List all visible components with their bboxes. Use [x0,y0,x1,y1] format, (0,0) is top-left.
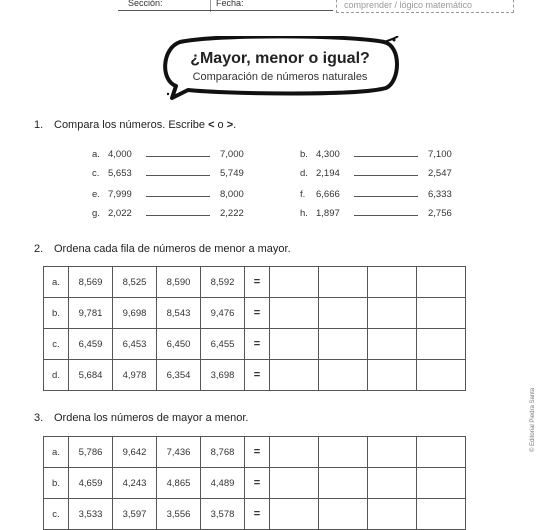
number-cell: 5,684 [69,360,113,391]
number-cell: 4,978 [113,360,157,391]
table-row [44,360,466,391]
answer-cell[interactable] [368,468,417,499]
compare-item [300,149,452,160]
question-text: Compara los números. Escribe [54,119,209,131]
compare-item [300,189,452,200]
order-table-descending [43,436,466,530]
answer-cell[interactable] [417,437,466,468]
right-number: 2,547 [428,168,452,179]
answer-cell[interactable] [368,329,417,360]
answer-cell[interactable] [270,267,319,298]
number-cell: 6,453 [113,329,157,360]
row-letter: b. [44,468,69,499]
right-number: 7,100 [428,149,452,160]
right-number: 2,756 [428,208,452,219]
table-row [44,437,466,468]
title-bubble [158,36,402,100]
number-cell: 3,533 [69,499,113,530]
number-cell: 3,556 [157,499,201,530]
answer-cell[interactable] [368,267,417,298]
right-number: 6,333 [428,189,452,200]
answer-cell[interactable] [368,360,417,391]
row-letter: d. [44,360,69,391]
answer-cell[interactable] [417,468,466,499]
section-label: Sección: [128,0,163,8]
answer-cell[interactable] [319,437,368,468]
number-cell: 3,698 [201,360,245,391]
item-letter: a. [92,149,100,160]
number-cell: 9,698 [113,298,157,329]
question-number: 1. [34,119,44,131]
equals-sign: = [245,468,270,499]
skill-label: comprender / lógico matemático [344,0,473,10]
number-cell: 7,436 [157,437,201,468]
answer-cell[interactable] [319,499,368,530]
right-number: 7,000 [220,149,244,160]
answer-cell[interactable] [319,360,368,391]
row-letter: b. [44,298,69,329]
answer-cell[interactable] [368,437,417,468]
number-cell: 8,543 [157,298,201,329]
left-number: 2,194 [316,168,340,179]
number-cell: 9,476 [201,298,245,329]
number-cell: 4,659 [69,468,113,499]
number-cell: 8,525 [113,267,157,298]
answer-cell[interactable] [417,267,466,298]
question-text: Ordena los números de mayor a menor. [54,412,249,424]
compare-item [300,208,452,219]
answer-blank[interactable] [354,208,418,216]
number-cell: 8,590 [157,267,201,298]
left-number: 4,300 [316,149,340,160]
number-cell: 6,354 [157,360,201,391]
or-text: o [214,119,227,131]
question-number: 2. [34,243,44,255]
table-row [44,468,466,499]
number-cell: 3,578 [201,499,245,530]
publisher-credit: © Editorial Piedra Santa [530,387,536,452]
equals-sign: = [245,329,270,360]
answer-cell[interactable] [417,360,466,391]
equals-sign: = [245,298,270,329]
item-letter: h. [300,208,308,219]
answer-cell[interactable] [417,298,466,329]
order-table-ascending [43,266,466,391]
row-letter: a. [44,437,69,468]
answer-blank[interactable] [354,149,418,157]
less-than-symbol: < [208,119,215,131]
item-letter: f. [300,189,306,200]
answer-cell[interactable] [417,329,466,360]
left-number: 2,022 [108,208,132,219]
answer-cell[interactable] [319,468,368,499]
equals-sign: = [245,437,270,468]
number-cell: 9,781 [69,298,113,329]
number-cell: 8,592 [201,267,245,298]
answer-cell[interactable] [270,468,319,499]
number-cell: 4,489 [201,468,245,499]
left-number: 7,999 [108,189,132,200]
answer-blank[interactable] [354,168,418,176]
number-cell: 6,455 [201,329,245,360]
number-cell: 3,597 [113,499,157,530]
number-cell: 9,642 [113,437,157,468]
compare-item [92,168,244,179]
equals-sign: = [245,360,270,391]
number-cell: 4,865 [157,468,201,499]
equals-sign: = [245,499,270,530]
answer-blank[interactable] [146,208,210,216]
date-label: Fecha: [216,0,244,8]
item-letter: d. [300,168,308,179]
answer-blank[interactable] [146,149,210,157]
table-row [44,499,466,530]
page-subtitle: Comparación de números naturales [192,71,368,83]
right-number: 2,222 [220,208,244,219]
item-letter: e. [92,189,100,200]
question-text: Ordena cada fila de números de menor a mayor. [54,243,291,255]
number-cell: 8,569 [69,267,113,298]
question-3 [34,412,248,424]
number-cell: 6,450 [157,329,201,360]
equals-sign: = [245,267,270,298]
number-cell: 4,243 [113,468,157,499]
answer-cell[interactable] [368,499,417,530]
answer-cell[interactable] [270,298,319,329]
item-letter: g. [92,208,100,219]
row-letter: a. [44,267,69,298]
left-number: 1,897 [316,208,340,219]
answer-cell[interactable] [270,437,319,468]
header-underline [118,10,333,11]
left-number: 4,000 [108,149,132,160]
answer-cell[interactable] [270,329,319,360]
question-1 [34,119,236,131]
compare-item [92,189,244,200]
period: . [233,119,237,131]
number-cell: 8,768 [201,437,245,468]
answer-cell[interactable] [417,499,466,530]
answer-cell[interactable] [270,360,319,391]
answer-cell[interactable] [270,499,319,530]
item-letter: b. [300,149,308,160]
greater-than-symbol: > [226,119,234,131]
answer-cell[interactable] [319,329,368,360]
answer-cell[interactable] [319,267,368,298]
item-letter: c. [92,168,100,179]
table-row [44,329,466,360]
row-letter: c. [44,499,69,530]
compare-item [300,168,452,179]
answer-blank[interactable] [146,168,210,176]
compare-item [92,208,244,219]
question-number: 3. [34,412,44,424]
right-number: 5,749 [220,168,244,179]
answer-blank[interactable] [146,189,210,197]
number-cell: 6,459 [69,329,113,360]
answer-cell[interactable] [368,298,417,329]
table-row [44,267,466,298]
left-number: 6,666 [316,189,340,200]
left-number: 5,653 [108,168,132,179]
number-cell: 5,786 [69,437,113,468]
answer-cell[interactable] [319,298,368,329]
page-title: ¿Mayor, menor o igual? [190,50,370,67]
table-row [44,298,466,329]
compare-item [92,149,244,160]
question-2 [34,243,291,255]
row-letter: c. [44,329,69,360]
right-number: 8,000 [220,189,244,200]
answer-blank[interactable] [354,189,418,197]
